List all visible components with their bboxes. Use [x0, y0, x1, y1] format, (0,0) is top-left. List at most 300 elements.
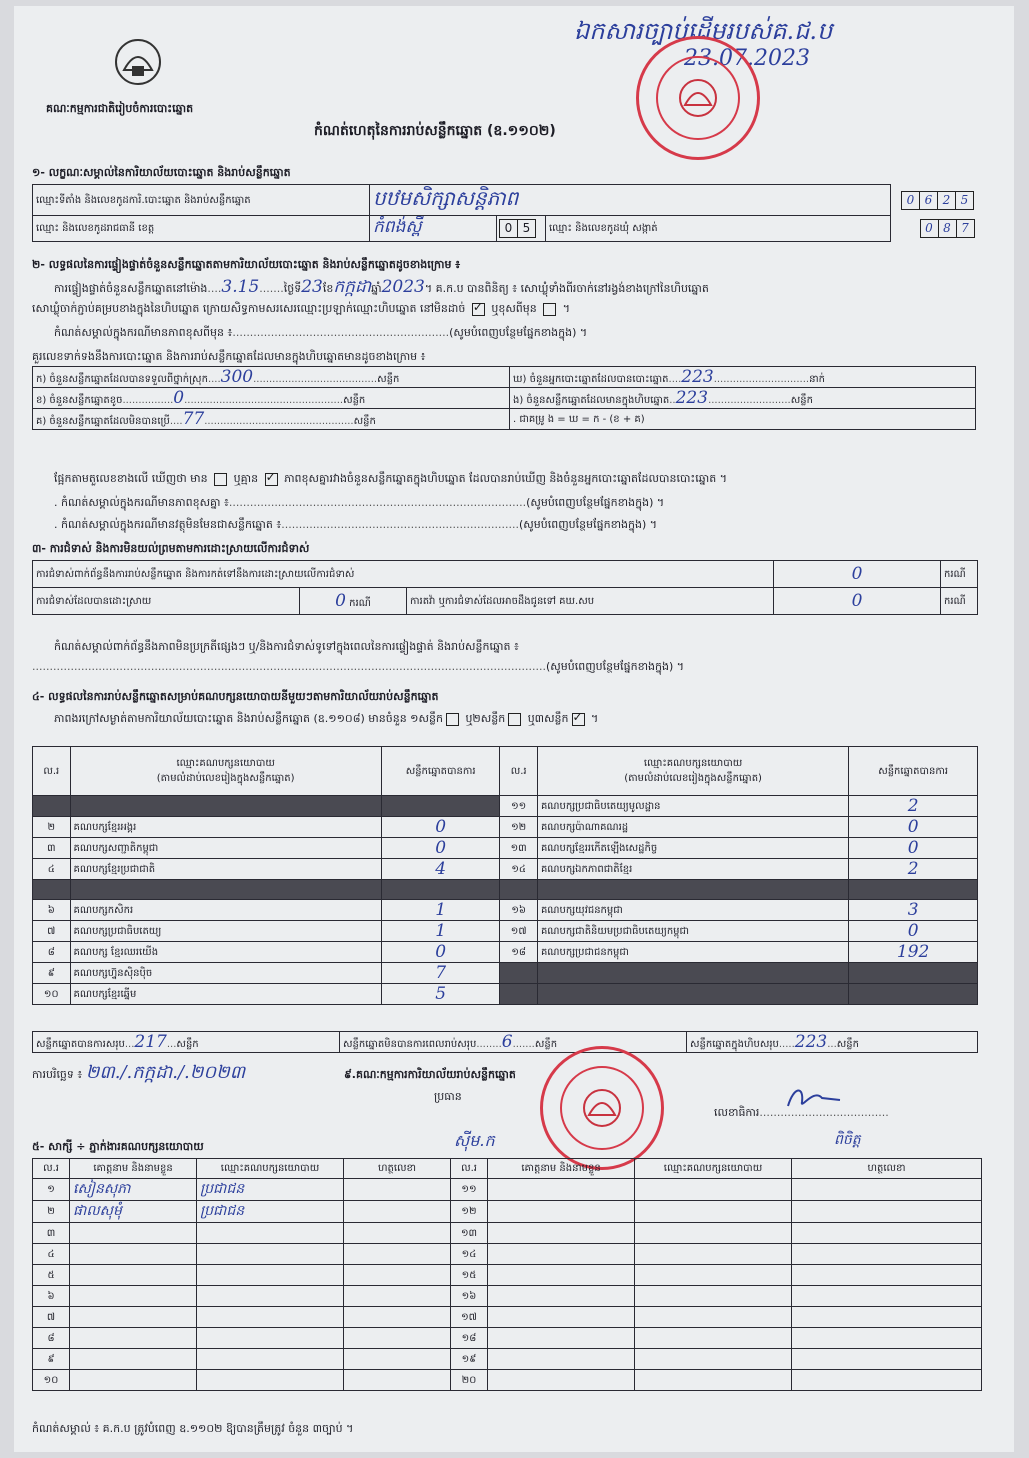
party-name-cell	[70, 796, 381, 817]
foreign-object-note: . កំណត់សម្គាល់ក្នុងករណីមានវត្ថុមិនមែនជាសន្លឹកឆ្នោត ៖....................................................................(សូមបំពេញបន្ថែមផ្នែកខាងក្នុង) ។	[54, 518, 658, 531]
verification-line: ការផ្ទៀងផ្ទាត់ចំនួនសន្លឹកឆ្នោតនៅម៉ោង....3.15.......ថ្ងៃទី23ខែកក្កដាឆ្នាំ2023។ គ.ក.ប បានពិនិត្យ ៖ សោឃ្លុំទាំងពីរចាក់នៅរង្វង់ខាងក្រៅនៃហិបឆ្នោត	[54, 277, 709, 297]
witness-party-cell	[635, 1265, 792, 1286]
witness-name-cell	[70, 1179, 197, 1201]
fill-note: (សូមបំពេញបន្ថែមផ្នែកខាងក្នុង) ។	[546, 660, 685, 673]
witness-signature-cell	[792, 1307, 982, 1328]
witness-signature-cell	[792, 1244, 982, 1265]
witness-signature-cell	[344, 1244, 451, 1265]
table-row	[33, 1328, 982, 1349]
witness-signature-cell	[792, 1201, 982, 1223]
table-row	[33, 859, 978, 880]
party-rows	[33, 796, 978, 1005]
witness-signature-cell	[344, 1328, 451, 1349]
col-party-header: ឈ្មោះគណបក្សនយោបាយ	[176, 758, 275, 769]
commune-code	[891, 216, 978, 242]
party-name-cell	[537, 817, 848, 838]
witness-no-cell	[451, 1265, 488, 1286]
org-name: គណៈកម្មការជាតិរៀបចំការបោះឆ្នោត	[46, 102, 194, 115]
no: ៤	[47, 863, 55, 875]
witness-name-cell	[70, 1201, 197, 1223]
code-digit: 2	[937, 191, 956, 210]
party-name-cell	[70, 880, 381, 900]
box-ballots-value: 223	[675, 388, 709, 408]
votes: 0	[907, 921, 919, 941]
party-name: គណបក្សខ្មែរប្រជាជាតិ	[73, 863, 156, 875]
witness-signature-cell	[344, 1370, 451, 1391]
unit-label: សន្លឹក	[353, 416, 376, 427]
table-row	[33, 838, 978, 859]
votes: 3	[907, 900, 919, 920]
voters-row: ឃ) ចំនួនអ្នកបោះឆ្នោតដែលបានបោះឆ្នោត....223..............................នាក់	[510, 367, 976, 388]
votes-cell	[381, 796, 500, 817]
witness-party-cell	[197, 1265, 344, 1286]
official-stamp-top	[636, 36, 760, 160]
irregularity-note: កំណត់សម្គាល់ពាក់ព័ន្ធនឹងភាពមិនប្រក្រតីផ្សេងៗ ឬ/និងការជំទាស់ទូទៅក្នុងពេលនៃការផ្ទៀងផ្ទាត់ និងរាប់សន្លឹកឆ្នោត ៖	[54, 640, 519, 653]
party-name-cell	[70, 859, 381, 880]
witness-no-cell	[451, 1349, 488, 1370]
no: ១៦	[511, 904, 526, 916]
col-party-header: ឈ្មោះគណបក្សនយោបាយ	[643, 758, 743, 769]
votes-cell	[381, 921, 500, 942]
difference-none-checkbox[interactable]	[265, 473, 278, 486]
witness-signature-cell	[792, 1349, 982, 1370]
unit-label: សន្លឹក	[176, 1039, 199, 1050]
code-digit: 0	[499, 219, 518, 238]
party-name: គណបក្សប្រជាធិបតេយ្យមូលដ្ឋាន	[540, 800, 661, 812]
votes: 0	[435, 838, 447, 858]
witness-party-cell	[197, 1244, 344, 1265]
witness-no: ១៩	[461, 1353, 477, 1365]
committee-label: ៩.គណៈកម្មការការិយាល័យរាប់សន្លឹកឆ្នោត	[344, 1068, 516, 1081]
witness-no-cell	[33, 1328, 70, 1349]
box-ballots-row: ង) ចំនួនសន្លឹកឆ្នោតដែលមានក្នុងហិបឆ្នោត..223..........................សន្លឹក	[510, 388, 976, 409]
case-label: ករណី	[349, 598, 371, 609]
table-row	[33, 817, 978, 838]
party-name: គណបក្ស ខ្មែរឈរយើង	[73, 946, 159, 958]
no: ១០	[43, 988, 59, 1000]
witness-no-cell	[33, 1265, 70, 1286]
witness-signature-cell	[792, 1179, 982, 1201]
witness-no-cell	[33, 1179, 70, 1201]
votes-cell	[849, 838, 978, 859]
party-name-cell	[70, 984, 381, 1005]
total-box-label: សន្លឹកឆ្នោតក្នុងហិបសរុប	[690, 1039, 779, 1050]
witness-name-cell	[488, 1307, 635, 1328]
unit-label: សន្លឹក	[377, 374, 400, 385]
party-name: គណបក្សខ្មែររកើតឡើងសេដ្ឋកិច្ច	[540, 842, 658, 854]
witness-name-cell	[488, 1286, 635, 1307]
table-row	[33, 1286, 982, 1307]
witness-party: ប្រជាជន	[200, 1203, 245, 1219]
table-row	[33, 900, 978, 921]
votes-cell	[849, 880, 978, 900]
party-name: គណបក្សហ្វ៊ុនស៊ិនប៉ិច	[73, 967, 153, 979]
voters-label: ឃ) ចំនួនអ្នកបោះឆ្នោតដែលបានបោះឆ្នោត	[513, 374, 669, 385]
votes-cell	[849, 963, 978, 984]
table-row	[33, 984, 978, 1005]
seal-intact-checkbox[interactable]	[472, 303, 485, 316]
table-row	[33, 1244, 982, 1265]
votes: 7	[435, 963, 447, 983]
witness-no: ១១	[461, 1184, 477, 1195]
party-name-cell	[537, 921, 848, 942]
party-name-cell	[70, 900, 381, 921]
col-votes-header: សន្លឹកឆ្នោតបានការ	[849, 747, 978, 796]
objection-label: ការជំទាស់ពាក់ព័ន្ធនឹងការរាប់សន្លឹកឆ្នោត និងការកត់ទៅនឹងការដោះស្រាយលើការជំទាស់	[33, 561, 774, 588]
witness-no-cell	[451, 1179, 488, 1201]
witness-no-cell	[451, 1201, 488, 1223]
witness-no: ៣	[46, 1227, 56, 1239]
seal-note-line: កំណត់សម្គាល់ក្នុងករណីមានភាពខុសពីមុន ៖..............................................................(សូមបំពេញបន្ថែមផ្នែកខាងក្នុង) ។	[54, 326, 588, 339]
total-valid-value: 217	[134, 1032, 167, 1052]
table-row	[33, 1349, 982, 1370]
witness-no-cell	[451, 1223, 488, 1244]
stamp-emblem-icon	[675, 75, 721, 121]
table-row	[33, 1370, 982, 1391]
handwritten-date: 23.07.2023	[684, 46, 810, 71]
witness-name-cell	[70, 1328, 197, 1349]
unused-label: គ) ចំនួនសន្លឹកឆ្នោតដែលមិនបានប្រើ	[36, 416, 170, 427]
witness-signature-cell	[344, 1265, 451, 1286]
col-votes-header: សន្លឹកឆ្នោតបានការ	[381, 747, 500, 796]
no: ៨	[47, 946, 55, 958]
witness-no-cell	[33, 1223, 70, 1244]
party-name: គណបក្សប៉ាណាគណរដ្ឋ	[540, 821, 629, 833]
no-cell	[500, 838, 538, 859]
party-name-cell	[70, 942, 381, 963]
location-label: ឈ្មោះទីតាំង និងលេខកូដការិ.បោះឆ្នោត និងរាប់សន្លឹកឆ្នោត	[33, 185, 370, 216]
section4-heading: ៤- លទ្ធផលនៃការរាប់សន្លឹកឆ្នោតសម្រាប់គណបក្សនយោបាយនីមួយៗតាមការិយាល័យរាប់សន្លឹកឆ្នោត	[32, 690, 439, 703]
secretary-signature	[784, 1082, 844, 1112]
witness-signature-cell	[344, 1223, 451, 1244]
received-label: ក) ចំនួនសន្លឹកឆ្នោតដែលបានទទួលពីថ្នាក់ស្រុក	[36, 374, 208, 385]
party-name-cell	[537, 942, 848, 963]
province-code	[497, 216, 546, 242]
table-row	[33, 880, 978, 900]
witness-no-cell	[33, 1201, 70, 1223]
witness-name-cell	[488, 1265, 635, 1286]
party-name-cell	[537, 900, 848, 921]
party-name: គណបក្សប្រជាជនកម្ពុជា	[540, 946, 629, 958]
no-cell	[500, 880, 538, 900]
witness-no-cell	[451, 1307, 488, 1328]
witness-no: ១៣	[460, 1227, 478, 1239]
party-name-cell	[537, 984, 848, 1005]
no-cell	[33, 838, 71, 859]
party-name-cell	[70, 921, 381, 942]
made-on-line	[32, 1062, 246, 1083]
code-digit: 6	[919, 191, 938, 210]
verification-day: 23	[301, 277, 323, 297]
witness-signature-cell	[792, 1370, 982, 1391]
two-sheet-checkbox[interactable]	[508, 713, 521, 726]
no-cell	[500, 963, 538, 984]
witness-signature-cell	[344, 1349, 451, 1370]
total-invalid-value: 6	[501, 1032, 513, 1052]
section3-heading: ៣- ការជំទាស់ និងការមិនយល់ព្រមតាមការដោះស្រាយលើការជំទាស់	[32, 542, 310, 555]
votes: 4	[435, 859, 447, 879]
form-title: កំណត់ហេតុនៃការរាប់សន្លឹកឆ្នោត (ឧ.១១០២)	[314, 123, 556, 139]
witness-party-cell	[635, 1370, 792, 1391]
official-stamp-bottom	[540, 1046, 664, 1170]
secretary-label: លេខាធិការ	[714, 1106, 760, 1119]
votes: 1	[435, 900, 447, 920]
table-row	[33, 921, 978, 942]
witness-no-cell	[33, 1286, 70, 1307]
code-digit: 0	[901, 191, 920, 210]
votes-cell	[381, 942, 500, 963]
col-no-header: ល.រ	[33, 1159, 70, 1179]
witness-no: ៦	[47, 1290, 55, 1302]
emblem-icon	[112, 36, 164, 88]
col-no-header: ល.រ	[33, 747, 71, 796]
difference-none-label: ឬគ្មាន	[233, 472, 259, 485]
witness-party-cell	[635, 1286, 792, 1307]
party-name: គណបក្សខ្មែរឆ្នើម	[73, 988, 137, 1000]
no-cell	[500, 817, 538, 838]
party-name: គណបក្សសញ្ជាតិកម្ពុជា	[73, 842, 159, 854]
province-value: កំពង់ស្ពឺ	[373, 217, 422, 237]
votes-cell	[849, 984, 978, 1005]
witness-no: ៤	[47, 1248, 55, 1260]
spoiled-value: 0	[173, 388, 185, 408]
table-row	[33, 1223, 982, 1244]
witness-party-cell	[197, 1307, 344, 1328]
code-digit: 5	[955, 191, 974, 210]
votes-cell	[849, 796, 978, 817]
witness-no: ១០	[43, 1374, 59, 1386]
no: ៦	[47, 904, 55, 916]
verification-year: 2023	[381, 277, 425, 297]
witness-signature-cell	[344, 1179, 451, 1201]
witness-no: ១២	[461, 1206, 477, 1217]
witness-no: ១៨	[461, 1332, 477, 1344]
voters-value: 223	[681, 367, 714, 387]
votes-cell	[849, 817, 978, 838]
witness-party-cell	[635, 1244, 792, 1265]
spoiled-label: ខ) ចំនួនសន្លឹកឆ្នោតខូច	[36, 395, 123, 406]
party-name: គណបក្សយុវជនកម្ពុជា	[540, 904, 623, 916]
section2-heading: ២- លទ្ធផលនៃការផ្ទៀងផ្ទាត់ចំនួនសន្លឹកឆ្នោតតាមការិយាល័យបោះឆ្នោត និងរាប់សន្លឹកឆ្នោតដូចខាងក្រោម ៖	[32, 258, 461, 271]
box-ballots-label: ង) ចំនួនសន្លឹកឆ្នោតដែលមានក្នុងហិបឆ្នោត	[513, 395, 670, 406]
witness-party-cell	[197, 1223, 344, 1244]
location-code	[891, 185, 978, 216]
witness-party-cell	[197, 1370, 344, 1391]
count-table-caption: គួរលេខទាក់ទងនឹងការបោះឆ្នោត និងការរាប់សន្លឹកឆ្នោតដែលមានក្នុងហិបឆ្នោតមានដូចខាងក្រោម ៖	[32, 350, 426, 363]
witness-name-cell	[488, 1370, 635, 1391]
witness-party-cell	[635, 1328, 792, 1349]
witness-no: ៥	[47, 1269, 55, 1281]
three-sheet-checkbox[interactable]	[572, 713, 585, 726]
witness-party: ប្រជាជន	[200, 1181, 245, 1197]
two-sheet-label: ឬ២សន្លឹក	[465, 712, 506, 725]
witness-signature-cell	[792, 1223, 982, 1244]
witness-party-cell	[635, 1307, 792, 1328]
party-name: គណបក្សកសិករ	[73, 904, 134, 916]
votes: 0	[907, 817, 919, 837]
ballot-count-form	[14, 6, 1014, 1452]
witness-name-cell	[488, 1244, 635, 1265]
col-party-header: ឈ្មោះគណបក្សនយោបាយ	[197, 1159, 344, 1179]
no: ១៨	[511, 946, 526, 958]
case-label: ករណី	[941, 588, 978, 615]
votes: 0	[435, 942, 447, 962]
province-label: ឈ្មោះ និងលេខកូដរាជធានី ខេត្ត	[33, 216, 370, 242]
votes-cell	[849, 900, 978, 921]
seal-line: សោឃ្លុំចាក់ភ្ជាប់គម្របខាងក្នុងនៃហិបឆ្នោត ក្រោយសិទ្ធកាមសរសេរឈ្មោះប្រឡាក់ឈ្មោះហិបឆ្នោត នៅមិនដាច់ ✓ ឬខុសពីមុន ។	[32, 302, 570, 316]
votes: 0	[435, 817, 447, 837]
witness-no: ៩	[47, 1353, 55, 1365]
witness-no-cell	[33, 1349, 70, 1370]
day-label: ថ្ងៃទី	[283, 282, 302, 295]
party-name-cell	[537, 796, 848, 817]
table-row	[33, 1179, 982, 1201]
witness-signature-cell	[344, 1201, 451, 1223]
witness-name: ផាលសុមុំ	[73, 1203, 122, 1219]
witness-no-cell	[33, 1307, 70, 1328]
col-party-subheader: (តាមលំដាប់លេខរៀងក្នុងសន្លឹកឆ្នោត)	[624, 773, 762, 784]
secretary-name: ពិចិត្ត	[834, 1132, 861, 1148]
witness-rows	[33, 1179, 982, 1391]
witness-name-cell	[488, 1349, 635, 1370]
votes-cell	[381, 963, 500, 984]
location-value: បឋមសិក្សាសន្តិភាព	[373, 186, 519, 210]
witness-party-cell	[197, 1349, 344, 1370]
party-name: គណបក្សខ្មែរអង្គរ	[73, 821, 137, 833]
case-label: ករណី	[941, 561, 978, 588]
col-sign-header: ហត្ថលេខា	[344, 1159, 451, 1179]
unused-value: 77	[182, 409, 205, 429]
witness-name-cell	[70, 1244, 197, 1265]
no-cell	[33, 880, 71, 900]
location-table	[32, 184, 978, 242]
witness-name-cell	[70, 1265, 197, 1286]
votes-cell	[381, 859, 500, 880]
party-name: គណបក្សឯកភាពជាតិខ្មែរ	[540, 863, 633, 875]
no: ១៤	[511, 863, 526, 875]
votes-cell	[849, 859, 978, 880]
witness-name-cell	[488, 1328, 635, 1349]
witness-signature-cell	[792, 1265, 982, 1286]
votes-cell	[381, 880, 500, 900]
party-name-cell	[537, 838, 848, 859]
votes-cell	[849, 921, 978, 942]
verification-time: 3.15	[221, 277, 260, 297]
witness-party-cell	[635, 1223, 792, 1244]
seal-changed-checkbox[interactable]	[543, 303, 556, 316]
table-row	[33, 1307, 982, 1328]
verification-label: ការផ្ទៀងផ្ទាត់ចំនួនសន្លឹកឆ្នោតនៅម៉ោង	[54, 282, 208, 295]
seal-note-label: កំណត់សម្គាល់ក្នុងករណីមានភាពខុសពីមុន ៖	[54, 326, 233, 339]
witness-party-cell	[635, 1349, 792, 1370]
witness-signature-cell	[792, 1286, 982, 1307]
party-name-cell	[70, 838, 381, 859]
col-name-header: គោត្តនាម និងនាមខ្លួន	[488, 1159, 635, 1179]
no-cell	[33, 900, 71, 921]
no-cell	[33, 859, 71, 880]
no-cell	[33, 942, 71, 963]
table-row	[33, 942, 978, 963]
total-invalid-label: សន្លឹកឆ្នោតមិនបានការពេលរាប់សរុប	[343, 1039, 477, 1050]
seal-fill-note: (សូមបំពេញបន្ថែមផ្នែកខាងក្នុង) ។	[449, 326, 588, 339]
difference-tail: ភាពខុសគ្នារវាងចំនួនសន្លឹកឆ្នោតក្នុងហិបឆ្នោត ដែលបានរាប់ឃើញ និងចំនួនអ្នកបោះឆ្នោតដែលបានបោះឆ្នោត ។	[284, 472, 727, 485]
party-name: គណបក្សជាតិនិយមប្រជាធិបតេយ្យកម្ពុជា	[540, 925, 690, 937]
witness-no-cell	[451, 1370, 488, 1391]
witness-name-cell	[70, 1307, 197, 1328]
witness-signature-cell	[344, 1286, 451, 1307]
made-on-label: ការបរិច្ឆេទ ៖	[32, 1068, 83, 1081]
difference-note: . កំណត់សម្គាល់ក្នុងករណីមានភាពខុសគ្នា ៖.....................................................................................(សូមបំពេញបន្ថែមផ្នែកខាងក្នុង) ។	[54, 496, 665, 509]
sheets-intro: ភាពងរក្រៅសម្ងាត់តាមការិយាល័យបោះឆ្នោត និងរាប់សន្លឹកឆ្នោត (ឧ.១១០៨) មានចំនួន ១សន្លឹក	[54, 712, 443, 725]
forwarded-label: ការតវ៉ា ឬការជំទាស់ដែលអាចដឹងជូនទៅ គឃ.សប	[407, 588, 774, 615]
section5-heading: ៥- សាក្សី ÷ ភ្នាក់ងារគណបក្សនយោបាយ	[32, 1140, 204, 1153]
objection-value: 0	[851, 564, 863, 584]
votes: 5	[435, 984, 447, 1004]
witness-name-cell	[488, 1201, 635, 1223]
witness-no: ៧	[46, 1311, 56, 1323]
no-cell	[500, 859, 538, 880]
votes: 1	[435, 921, 447, 941]
chair-name: ស៊ីម.ក	[454, 1131, 495, 1150]
fill-note: (សូមបំពេញបន្ថែមផ្នែកខាងក្នុង) ។	[526, 496, 665, 509]
foreign-object-label: . កំណត់សម្គាល់ក្នុងករណីមានវត្ថុមិនមែនជាសន្លឹកឆ្នោត ៖	[54, 518, 282, 531]
witness-no-cell	[451, 1244, 488, 1265]
party-name-cell	[537, 859, 848, 880]
one-sheet-checkbox[interactable]	[446, 713, 459, 726]
unit-label: សន្លឹក	[790, 395, 813, 406]
voters-unit: នាក់	[809, 374, 825, 385]
difference-yes-checkbox[interactable]	[214, 473, 227, 486]
no: ៣	[46, 842, 56, 854]
three-sheet-label: ឬ៣សន្លឹក	[527, 712, 569, 725]
party-name: គណបក្សប្រជាធិបតេយ្យ	[73, 925, 162, 937]
no-cell	[33, 817, 71, 838]
no: ២	[47, 821, 56, 833]
witness-no: ៨	[47, 1332, 55, 1344]
votes-cell	[381, 984, 500, 1005]
no: ១៣	[510, 842, 527, 854]
made-on-value: ២៣./.កក្កដា./.២០២៣	[85, 1062, 246, 1083]
difference-label: ផ្អែកតាមតួលេខខាងលើ ឃើញថា មាន	[54, 472, 208, 485]
col-name-header: គោត្តនាម និងនាមខ្លួន	[70, 1159, 197, 1179]
sheets-line: ភាពងរក្រៅសម្ងាត់តាមការិយាល័យបោះឆ្នោត និងរាប់សន្លឹកឆ្នោត (ឧ.១១០៨) មានចំនួន ១សន្លឹក ឬ២សន្លឹក ឬ៣សន្លឹក✓ ។	[54, 712, 598, 726]
witness-table	[32, 1158, 982, 1391]
no: ១៧	[510, 925, 527, 937]
witness-name-cell	[488, 1179, 635, 1201]
no-cell	[33, 796, 71, 817]
no-cell	[500, 900, 538, 921]
witness-party-cell	[197, 1328, 344, 1349]
col-sign-header: ហត្ថលេខា	[792, 1159, 982, 1179]
witness-no-cell	[33, 1370, 70, 1391]
witness-no: ២	[47, 1206, 55, 1217]
unused-ballots-row: គ) ចំនួនសន្លឹកឆ្នោតដែលមិនបានប្រើ....77...............................................សន្លឹក	[33, 409, 510, 430]
no: ១១	[511, 800, 527, 812]
party-name-cell	[70, 817, 381, 838]
forwarded-value: 0	[851, 591, 863, 611]
total-valid-label: សន្លឹកឆ្នោតបានការសរុប	[36, 1039, 125, 1050]
no-cell	[500, 942, 538, 963]
resolved-label: ការជំទាស់ដែលបានដោះស្រាយ	[33, 588, 300, 615]
votes-cell	[849, 942, 978, 963]
received-value: 300	[220, 367, 254, 387]
witness-name: សៀនសុភា	[73, 1181, 131, 1197]
witness-party-cell	[197, 1179, 344, 1201]
witness-no: ១៥	[461, 1269, 477, 1281]
formula-row: . ជាគម្រូ ង = ឃ = ក - (ខ + គ)	[510, 409, 976, 430]
party-name-cell	[537, 963, 848, 984]
unit-label: សន្លឹក	[534, 1039, 558, 1050]
